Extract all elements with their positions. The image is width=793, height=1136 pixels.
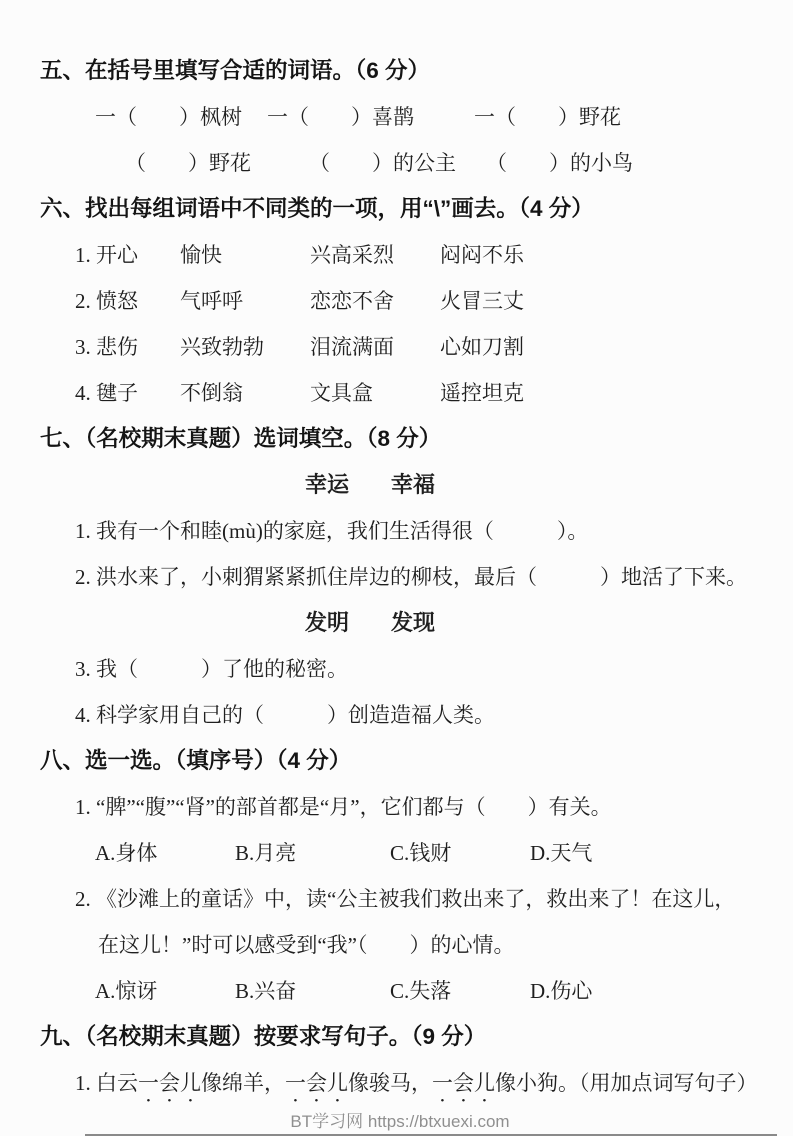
option-item: A.惊讶 (95, 979, 158, 1003)
section5-heading: 五、在括号里填写合适的词语。（6 分） (40, 58, 431, 83)
question-line: 2. 《沙滩上的童话》中，读“公主被我们救出来了，救出来了！在这儿， (75, 887, 736, 911)
section7-heading (40, 416, 760, 462)
fill-blank-item: 一（ ）野花 (474, 105, 621, 129)
word-group-row (75, 370, 760, 416)
emphasized-word: 一会儿 (432, 1071, 495, 1095)
emphasized-word: 一会儿 (285, 1071, 348, 1095)
question-line: 1. 我有一个和睦(mù)的家庭，我们生活得很（ ）。 (75, 519, 589, 543)
word-cell: 闷闷不乐 (440, 243, 524, 267)
bank-word: 幸运 (304, 472, 349, 497)
word-group-row (75, 232, 760, 278)
question-line: 2. 洪水来了，小刺猬紧紧抓住岸边的柳枝，最后（ ）地活了下来。 (75, 565, 747, 589)
word-cell: 4. 毽子 (75, 381, 138, 405)
option-item: A.身体 (95, 841, 158, 865)
emphasized-word: 一会儿 (138, 1071, 201, 1095)
bank-word: 发现 (391, 610, 436, 635)
question-line: 1. “脾”“腹”“肾”的部首都是“月”，它们都与（ ）有关。 (75, 795, 612, 819)
word-cell: 不倒翁 (180, 381, 243, 405)
word-cell: 文具盒 (310, 381, 373, 405)
footer-site-name: BT学习网 (290, 1112, 364, 1131)
section9-heading (40, 1014, 760, 1060)
fill-blank-item: （ ）的公主 (309, 151, 456, 175)
section6-heading: 六、找出每组词语中不同类的一项，用“\”画去。（4 分） (40, 196, 594, 221)
option-item: B.兴奋 (235, 979, 297, 1003)
fill-blank-item: （ ）的小鸟 (486, 151, 633, 175)
section8-heading: 八、选一选。（填序号）（4 分） (40, 748, 352, 773)
options-row (95, 830, 760, 876)
word-group-row (75, 324, 760, 370)
footer-watermark (40, 1111, 760, 1133)
word-cell: 1. 开心 (75, 243, 138, 267)
sentence-part: （用加点词写句子） (579, 1071, 758, 1095)
fill-blank-item: （ ）野花 (125, 151, 251, 175)
word-cell: 遥控坦克 (440, 381, 524, 405)
option-item: C.失落 (390, 979, 452, 1003)
fill-blank-item: 一（ ）枫树 (95, 105, 242, 129)
word-group-row (75, 278, 760, 324)
section-title: 按要求写句子。（9 分） (253, 1024, 487, 1049)
sentence-part: 白云 (96, 1071, 138, 1095)
word-cell: 兴高采烈 (310, 243, 394, 267)
word-cell: 气呼呼 (180, 289, 243, 313)
question-line: 4. 科学家用自己的（ ）创造造福人类。 (75, 703, 495, 727)
bank-word: 发明 (304, 610, 349, 635)
word-cell: 火冒三丈 (440, 289, 524, 313)
word-cell: 心如刀割 (440, 335, 524, 359)
word-bank (40, 462, 700, 508)
question-line: 3. 我（ ）了他的秘密。 (75, 657, 348, 681)
question-line (75, 1060, 760, 1107)
sentence-number: 1. (75, 1071, 96, 1095)
word-cell: 3. 悲伤 (75, 335, 138, 359)
word-cell: 2. 愤怒 (75, 289, 138, 313)
sentence-part: 像小狗。 (495, 1071, 579, 1095)
section-number: 七、 (40, 426, 86, 451)
word-cell: 愉快 (180, 243, 222, 267)
section5-row2 (125, 140, 760, 186)
bank-word: 幸福 (391, 472, 436, 497)
question-line-continued: 在这儿！”时可以感受到“我”（ ）的心情。 (98, 933, 515, 957)
sentence-part: 像骏马， (348, 1071, 432, 1095)
section5-row1 (95, 94, 760, 140)
word-bank (40, 600, 700, 646)
word-cell: 兴致勃勃 (180, 335, 264, 359)
option-item: D.天气 (530, 841, 593, 865)
fill-blank-item: 一（ ）喜鹊 (267, 105, 414, 129)
sentence-part: 像绵羊， (201, 1071, 285, 1095)
option-item: B.月亮 (235, 841, 297, 865)
footer-url: https://btxuexi.com (367, 1112, 510, 1131)
word-cell: 泪流满面 (310, 335, 394, 359)
options-row (95, 968, 760, 1014)
section-number: 九、 (40, 1024, 86, 1049)
source-tag: （名校期末真题） (85, 1024, 254, 1049)
option-item: C.钱财 (390, 841, 452, 865)
option-item: D.伤心 (530, 979, 593, 1003)
source-tag: （名校期末真题） (85, 426, 254, 451)
word-cell: 恋恋不舍 (310, 289, 394, 313)
section-title: 选词填空。（8 分） (253, 426, 442, 451)
